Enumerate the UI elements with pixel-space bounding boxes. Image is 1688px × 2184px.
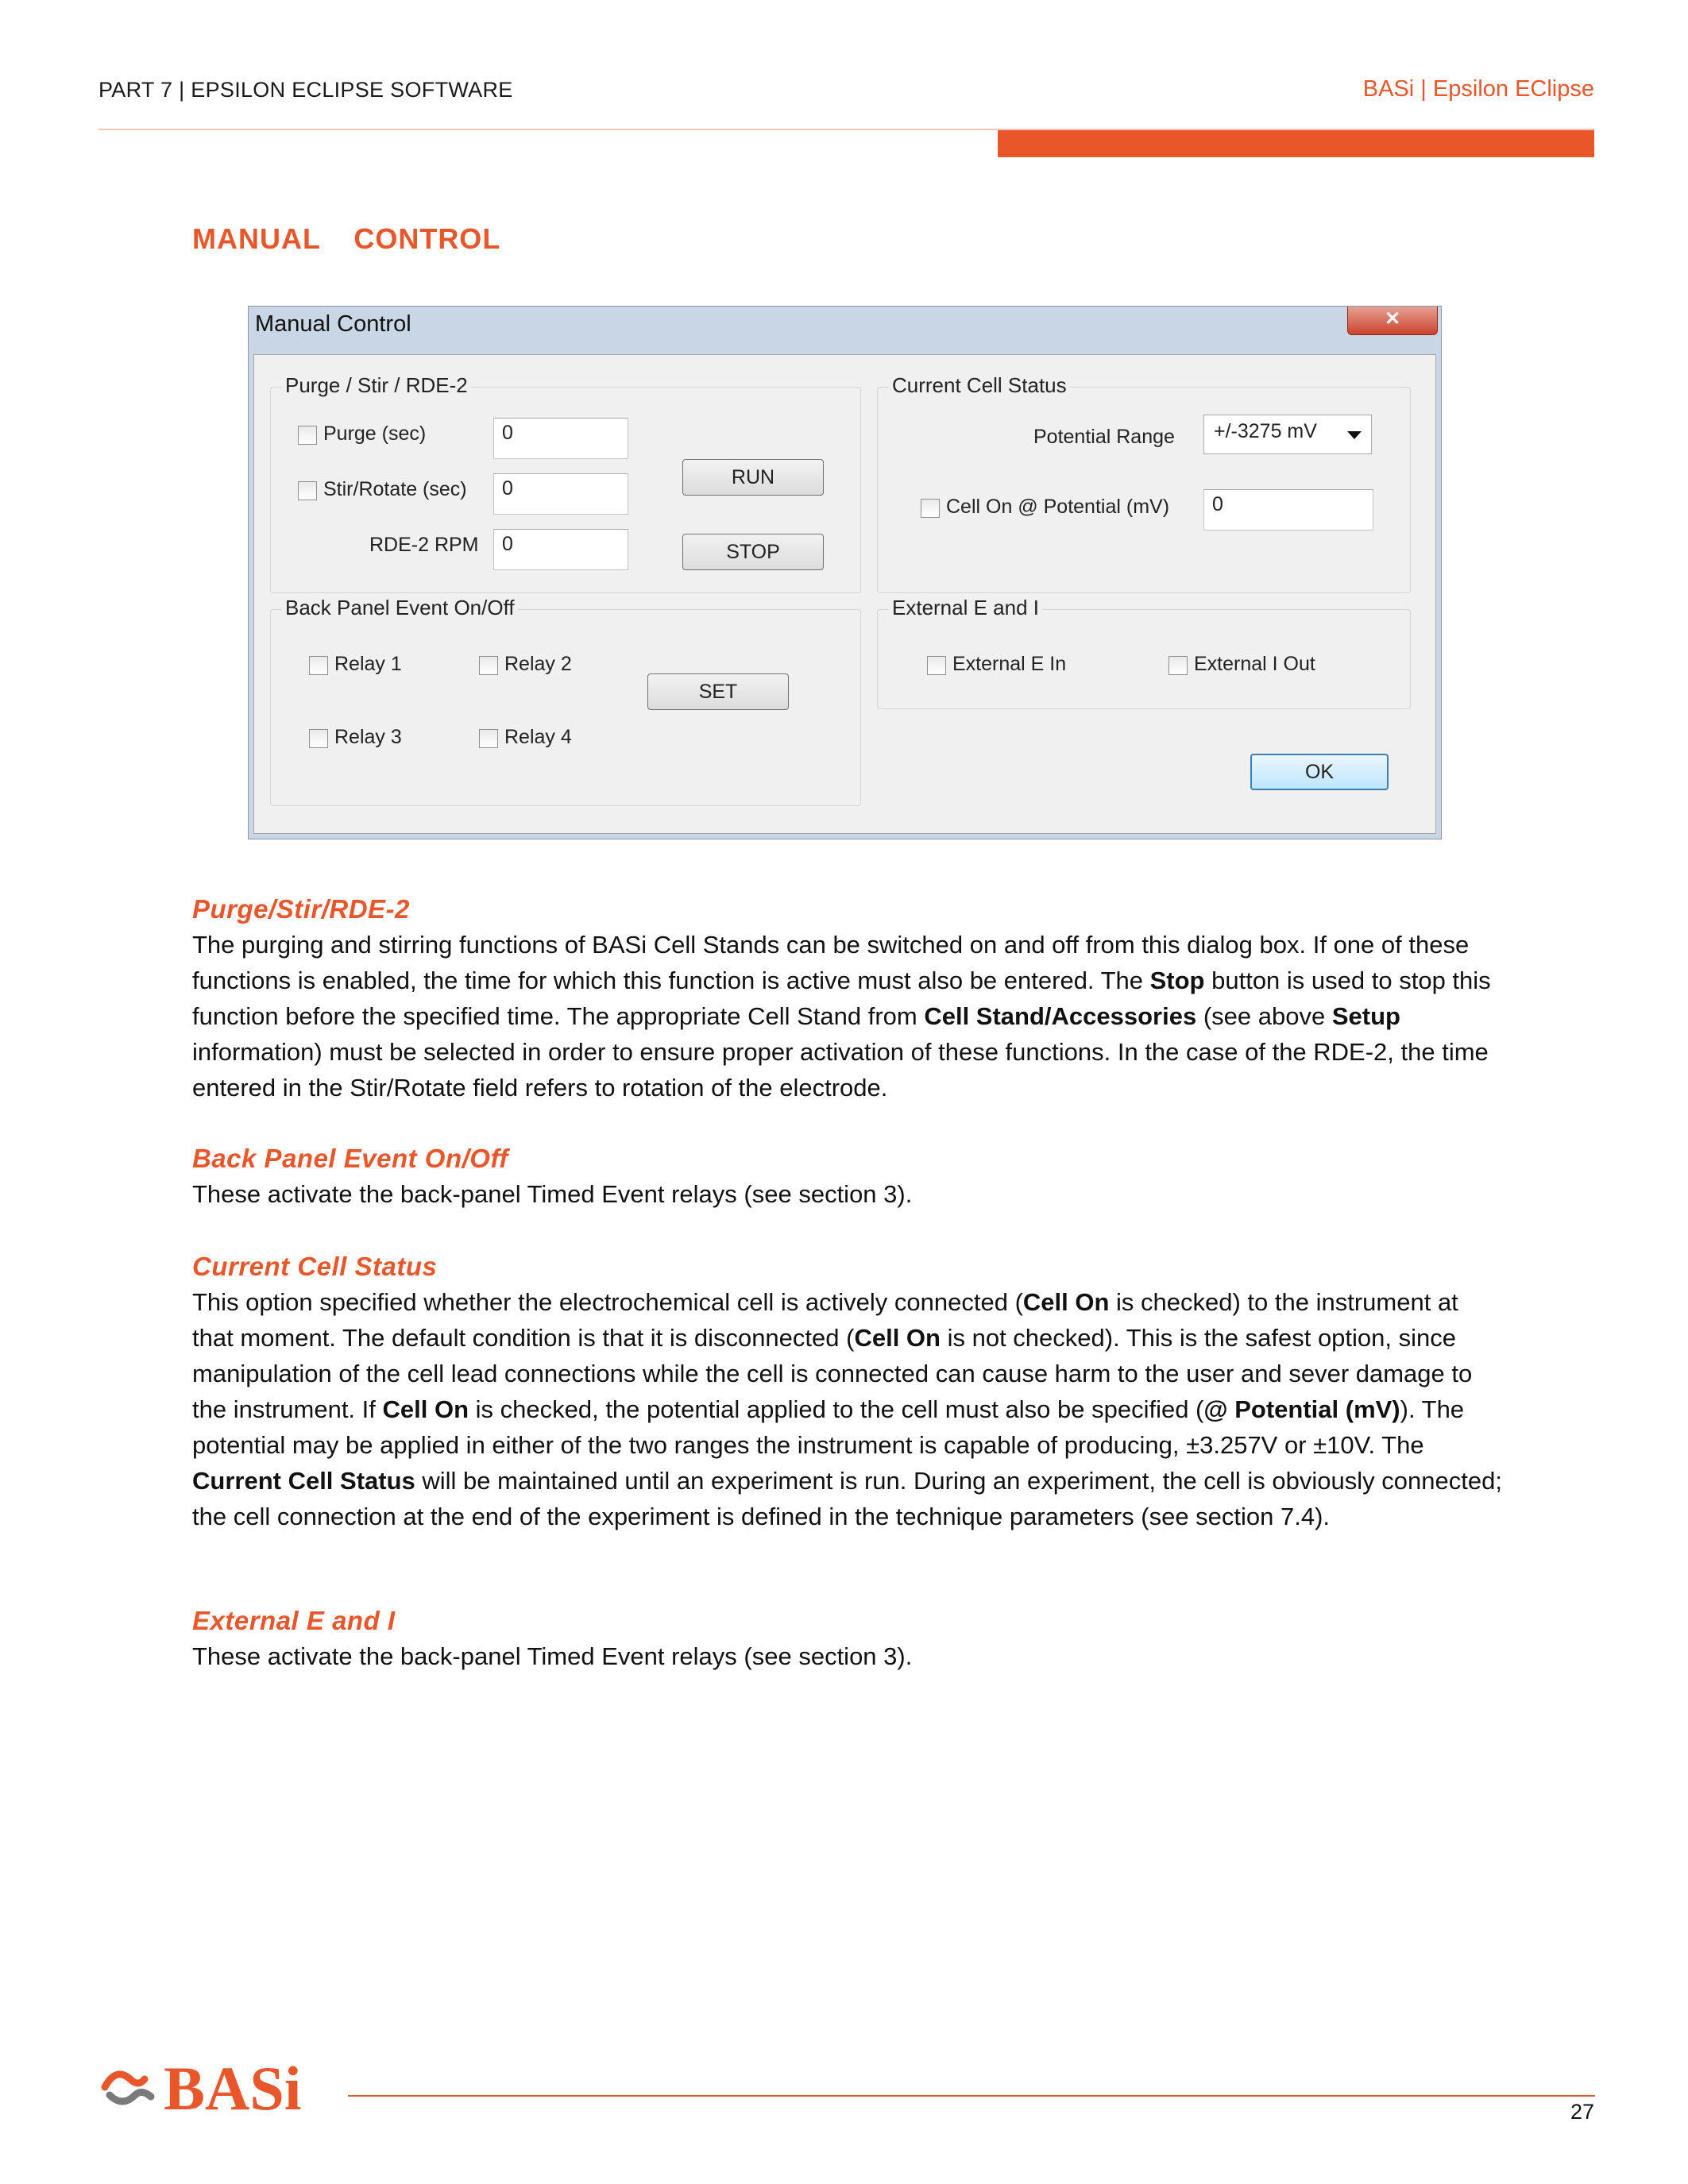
- cell-status-text-1: This option specified whether the electrochemical cell is actively connected (: [192, 1288, 1023, 1316]
- rde2-rpm-input[interactable]: 0: [493, 529, 628, 570]
- purge-checkbox[interactable]: [298, 426, 317, 445]
- back-panel-paragraph: These activate the back-panel Timed Event relays (see section 3).: [192, 1180, 913, 1208]
- cell-status-paragraph: [192, 1284, 1503, 1534]
- purge-text-1: The purging and stirring functions of BASi Cell Stands can be switched on and off from this dialog box. If one of these functions is enabled, the time for which this function is active must also be entered. The: [192, 931, 1470, 994]
- relay-3-checkbox[interactable]: [309, 729, 328, 748]
- cell-status-text-3: is not checked). This is the safest option, since manipulation of the cell lead connections while the cell is connected can cause harm to the user and sever damage to the instrument. If: [192, 1324, 1473, 1423]
- cell-on-label: Cell On @ Potential (mV): [946, 496, 1170, 518]
- external-i-out-label: External I Out: [1194, 653, 1315, 675]
- basi-logo-mark: [98, 2055, 337, 2119]
- purge-bold-stop: Stop: [1149, 967, 1205, 994]
- purge-bold-setup: Setup: [1331, 1002, 1400, 1030]
- external-heading: External E and I: [192, 1606, 396, 1635]
- relay-4-checkbox[interactable]: [479, 729, 498, 748]
- potential-range-label: Potential Range: [1033, 426, 1175, 448]
- relay-4-label: Relay 4: [504, 726, 572, 748]
- cell-status-bold-5: Current Cell Status: [192, 1467, 415, 1495]
- external-paragraph: These activate the back-panel Timed Event relays (see section 3).: [192, 1642, 913, 1670]
- dialog-title: Manual Control: [255, 311, 411, 337]
- relay-1-checkbox[interactable]: [309, 656, 328, 675]
- relay-3-label: Relay 3: [334, 726, 402, 748]
- footer-divider: [348, 2095, 1595, 2097]
- cell-status-text-2: is checked) to the instrument at that moment. The default condition is that it is disconnected (: [192, 1288, 1458, 1352]
- purge-stir-group: [270, 373, 861, 593]
- running-header-right: BASi | Epsilon EClipse: [1362, 76, 1594, 102]
- cell-status-bold-2: Cell On: [854, 1324, 941, 1352]
- purge-bold-cell-stand: Cell Stand/Accessories: [924, 1002, 1197, 1030]
- back-panel-event-group: [270, 596, 861, 806]
- external-e-i-group: [877, 596, 1411, 709]
- running-header-left: PART 7 | EPSILON ECLIPSE SOFTWARE: [98, 78, 513, 102]
- purge-paragraph: [192, 927, 1503, 1106]
- cell-status-text-5: ). The potential may be applied in either of the two ranges the instrument is capable of producing, ±3.257V or ±10V. The: [192, 1395, 1465, 1459]
- manual-control-dialog: [248, 306, 1442, 839]
- purge-input[interactable]: 0: [493, 418, 628, 459]
- section-title: MANUAL CONTROL: [192, 222, 501, 255]
- stir-rotate-input[interactable]: 0: [493, 473, 628, 515]
- external-i-out-checkbox[interactable]: [1168, 656, 1188, 675]
- basi-logo: [98, 2055, 337, 2119]
- back-panel-event-group-label: Back Panel Event On/Off: [282, 596, 518, 620]
- page-number: 27: [1570, 2100, 1594, 2124]
- cell-status-bold-1: Cell On: [1022, 1288, 1110, 1316]
- purge-label: Purge (sec): [323, 423, 427, 445]
- purge-text-4: information) must be selected in order to ensure proper activation of these functions. In the case of the RDE-2, the time entered in the Stir/Rotate field refers to rotation of the electrode.: [192, 1038, 1489, 1102]
- close-button[interactable]: [1347, 307, 1438, 335]
- set-button[interactable]: SET: [647, 673, 789, 710]
- stir-rotate-label: Stir/Rotate (sec): [323, 478, 467, 500]
- external-e-i-group-label: External E and I: [889, 596, 1042, 620]
- cell-status-bold-3: Cell On: [382, 1395, 469, 1423]
- purge-heading: Purge/Stir/RDE-2: [192, 894, 410, 924]
- current-cell-status-group-label: Current Cell Status: [889, 373, 1070, 398]
- external-e-in-checkbox[interactable]: [927, 656, 946, 675]
- cell-status-heading: Current Cell Status: [192, 1252, 438, 1281]
- purge-stir-group-label: Purge / Stir / RDE-2: [282, 373, 471, 398]
- cell-on-checkbox[interactable]: [921, 499, 940, 518]
- rde2-rpm-label: RDE-2 RPM: [369, 534, 479, 556]
- current-cell-status-group: [877, 373, 1411, 593]
- stir-rotate-checkbox[interactable]: [298, 481, 317, 500]
- chevron-down-icon: [1347, 431, 1362, 439]
- ok-button[interactable]: OK: [1250, 754, 1389, 790]
- relay-2-checkbox[interactable]: [479, 656, 498, 675]
- dialog-body: [253, 354, 1436, 834]
- cell-status-bold-4: @ Potential (mV): [1203, 1395, 1400, 1423]
- cell-status-text-4: is checked, the potential applied to the cell must also be specified (: [469, 1395, 1204, 1423]
- cell-status-text-6: will be maintained until an experiment is run. During an experiment, the cell is obviously connected; the cell connection at the end of the experiment is defined in the technique parameters (see section 7.4).: [192, 1467, 1502, 1530]
- external-e-in-label: External E In: [952, 653, 1067, 675]
- header-accent-bar: [998, 130, 1594, 157]
- potential-range-select[interactable]: [1203, 415, 1372, 454]
- cell-on-potential-input[interactable]: 0: [1203, 489, 1373, 531]
- run-button[interactable]: RUN: [682, 459, 824, 496]
- back-panel-heading: Back Panel Event On/Off: [192, 1144, 508, 1173]
- close-icon: ✕: [1384, 308, 1401, 330]
- relay-2-label: Relay 2: [504, 653, 572, 675]
- basi-logo-text: BASi: [164, 2055, 302, 2119]
- purge-text-3: (see above: [1196, 1002, 1332, 1030]
- purge-text-2: button is used to stop this function before the specified time. The appropriate Cell Stand from: [192, 967, 1491, 1030]
- potential-range-value: +/-3275 mV: [1214, 420, 1317, 442]
- relay-1-label: Relay 1: [334, 653, 402, 675]
- stop-button[interactable]: STOP: [682, 534, 824, 570]
